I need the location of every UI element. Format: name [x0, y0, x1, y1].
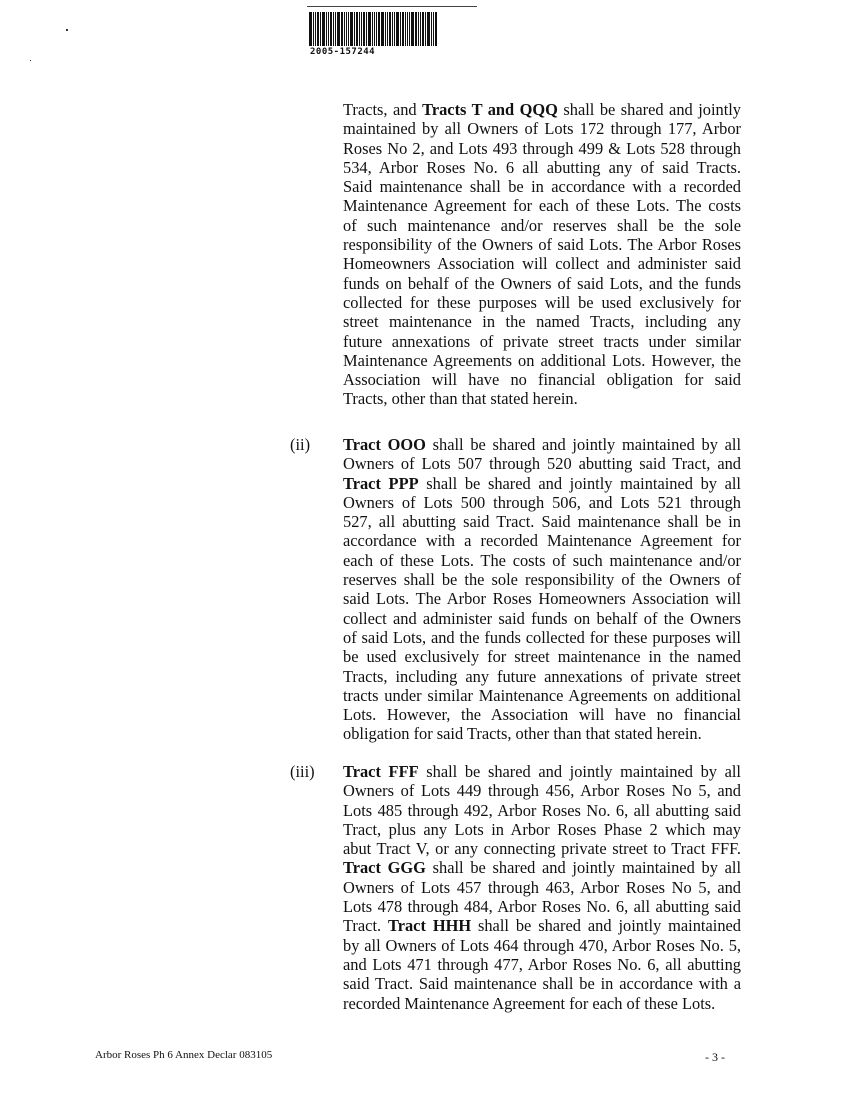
- barcode-bar: [394, 12, 395, 46]
- text-run: Tracts, and: [343, 100, 423, 119]
- barcode-bar: [381, 12, 384, 46]
- text-line: [343, 724, 741, 743]
- barcode-bar: [400, 12, 401, 46]
- barcode-bar: [344, 12, 345, 46]
- barcode-bar: [425, 12, 426, 46]
- tract-name: Tract OOO: [343, 435, 426, 454]
- item-number-iii: (iii): [290, 762, 315, 781]
- barcode-bar: [396, 12, 399, 46]
- barcode-bar: [328, 12, 329, 46]
- text-line: [343, 878, 741, 897]
- text-run: shall be shared and jointly: [557, 100, 742, 119]
- text-run: funds on behalf of the Owners of said Lots, and the funds: [343, 273, 741, 293]
- barcode-image: [309, 12, 461, 46]
- text-run: collect and administer said funds on behalf of the Owners: [343, 608, 741, 628]
- barcode-bar: [409, 12, 410, 46]
- text-line: [343, 994, 741, 1013]
- barcode-bar: [330, 12, 332, 46]
- text-line: [343, 332, 741, 351]
- barcode-bar: [435, 12, 437, 46]
- text-line: [343, 512, 741, 531]
- text-run: collected for these purposes will be used exclusively for: [343, 292, 741, 312]
- text-line: [343, 609, 741, 628]
- barcode-bar: [378, 12, 380, 46]
- barcode-bar: [346, 12, 347, 46]
- text-line: [343, 254, 741, 273]
- text-line: [343, 531, 741, 550]
- text-run: each of these Lots. The costs of such maintenance and/or: [343, 550, 741, 570]
- barcode-bar: [431, 12, 432, 46]
- text-line: [343, 570, 741, 589]
- text-run: Homeowners Association will collect and administer said: [343, 254, 741, 274]
- text-line: [343, 820, 741, 839]
- text-run: responsibility of the Owners of said Lots. The Arbor Roses: [343, 235, 741, 255]
- text-line: [343, 839, 741, 858]
- text-run: Owners of Lots 507 through 520 abutting said Tract, and: [343, 454, 741, 474]
- text-line: [343, 293, 741, 312]
- text-run: abut Tract V, or any connecting private street to Tract FFF.: [343, 839, 741, 859]
- barcode-bar: [350, 12, 353, 46]
- barcode-bar: [387, 12, 388, 46]
- text-line: [343, 858, 741, 877]
- barcode-bar: [320, 12, 321, 46]
- text-run: Roses No 2, and Lots 493 through 499 & Lots 528 through: [343, 138, 741, 158]
- text-run: 527, all abutting said Tract. Said maintenance shall be in: [343, 512, 741, 532]
- text-run: shall be shared and jointly maintained: [471, 916, 741, 936]
- barcode-bar: [335, 12, 336, 46]
- text-run: reserves shall be the sole responsibility of the Owners of: [343, 570, 741, 590]
- footer-document-name: Arbor Roses Ph 6 Annex Declar 083105: [95, 1049, 273, 1061]
- text-line: [343, 389, 741, 408]
- text-run: Tract, plus any Lots in Arbor Roses Phase 2 which may: [343, 819, 741, 839]
- item-ii-paragraph: [343, 435, 741, 744]
- text-line: [343, 474, 741, 493]
- text-line: [343, 370, 741, 389]
- text-line: [343, 454, 741, 473]
- barcode-bar: [415, 12, 417, 46]
- barcode-bar: [405, 12, 406, 46]
- barcode-bar: [433, 12, 434, 46]
- tract-name: Tracts T and QQQ: [422, 100, 558, 119]
- text-run: Owners of Lots 449 through 456, Arbor Roses No 5, and: [343, 781, 741, 801]
- text-line: [343, 274, 741, 293]
- text-line: [343, 177, 741, 196]
- barcode-rule: [307, 6, 477, 7]
- text-line: [343, 589, 741, 608]
- text-run: street maintenance in the named Tracts, including any: [343, 312, 741, 332]
- text-run: Lots 485 through 492, Arbor Roses No. 6, all abutting said: [343, 800, 741, 820]
- text-line: [343, 781, 741, 800]
- text-line: [343, 158, 741, 177]
- footer-page-number: - 3 -: [705, 1050, 725, 1064]
- text-line: [343, 647, 741, 666]
- barcode-bar: [418, 12, 419, 46]
- text-line: [343, 762, 741, 781]
- barcode-bar: [368, 12, 371, 46]
- text-run: recorded Maintenance Agreement for each of these Lots.: [343, 993, 716, 1013]
- barcode-bar: [313, 12, 314, 46]
- text-line: [343, 974, 741, 993]
- paragraph-continuation: [343, 100, 741, 409]
- barcode-bar: [359, 12, 360, 46]
- text-line: [343, 216, 741, 235]
- barcode-bar: [402, 12, 404, 46]
- barcode-bar: [322, 12, 325, 46]
- text-run: said Lots. The Arbor Roses Homeowners Association will: [343, 589, 741, 609]
- tract-name: Tract PPP: [343, 473, 419, 493]
- text-run: of said Lots, and the funds collected for these purposes will: [343, 627, 741, 647]
- text-run: obligation for said Tracts, other than that stated herein.: [343, 724, 702, 744]
- tract-name: Tract FFF: [343, 762, 419, 781]
- scan-speck: [66, 29, 68, 31]
- barcode-bar: [372, 12, 373, 46]
- text-run: future annexations of private street tracts under similar: [343, 331, 741, 351]
- text-line: [343, 196, 741, 215]
- text-run: shall be shared and jointly maintained by all: [418, 762, 741, 781]
- barcode-bar: [422, 12, 424, 46]
- text-run: tracts under similar Maintenance Agreements on additional: [343, 685, 741, 705]
- text-line: [343, 119, 741, 138]
- tract-name: Tract GGG: [343, 858, 426, 878]
- barcode-bar: [366, 12, 367, 46]
- text-line: [343, 916, 741, 935]
- barcode-bar: [385, 12, 386, 46]
- text-line: [343, 897, 741, 916]
- barcode-bar: [348, 12, 349, 46]
- text-run: Owners of Lots 500 through 506, and Lots 521 through: [343, 492, 741, 512]
- text-line: [343, 801, 741, 820]
- barcode-bar: [341, 12, 343, 46]
- text-line: [343, 667, 741, 686]
- barcode-bar: [374, 12, 375, 46]
- text-run: shall be shared and jointly maintained by all: [425, 435, 741, 454]
- text-line: [343, 235, 741, 254]
- text-run: Maintenance Agreement for each of these Lots. The costs: [343, 196, 741, 216]
- barcode-bar: [326, 12, 327, 46]
- barcode-bar: [354, 12, 355, 46]
- text-run: shall be shared and jointly maintained by all: [425, 858, 741, 878]
- text-line: [343, 139, 741, 158]
- text-line: [343, 705, 741, 724]
- barcode-bar: [309, 12, 312, 46]
- text-run: Maintenance Agreements on additional Lots. However, the: [343, 350, 741, 370]
- text-line: [343, 628, 741, 647]
- text-run: Tract.: [343, 916, 388, 936]
- text-run: Said maintenance shall be in accordance with a recorded: [343, 177, 741, 197]
- text-run: said Tract. Said maintenance shall be in accordance with a: [343, 974, 741, 994]
- barcode-bar: [363, 12, 365, 46]
- barcode-bar: [389, 12, 391, 46]
- scan-speck: [30, 60, 31, 61]
- barcode-bar: [420, 12, 421, 46]
- barcode-bar: [317, 12, 319, 46]
- barcode-bar: [427, 12, 430, 46]
- barcode-bar: [315, 12, 316, 46]
- text-run: maintained by all Owners of Lots 172 through 177, Arbor: [343, 119, 741, 139]
- text-line: [343, 100, 741, 119]
- text-run: Owners of Lots 457 through 463, Arbor Roses No 5, and: [343, 877, 741, 897]
- text-line: [343, 955, 741, 974]
- text-line: [343, 351, 741, 370]
- text-run: shall be shared and jointly maintained by all: [418, 473, 741, 493]
- text-run: Tracts, including any future annexations of private street: [343, 666, 741, 686]
- barcode-number: 2005-157244: [310, 47, 376, 57]
- barcode-bar: [333, 12, 334, 46]
- text-line: [343, 312, 741, 331]
- text-run: Lots 478 through 484, Arbor Roses No. 6, all abutting said: [343, 897, 741, 917]
- text-line: [343, 936, 741, 955]
- barcode-bar: [392, 12, 393, 46]
- text-run: 534, Arbor Roses No. 6 all abutting any of said Tracts.: [343, 157, 741, 177]
- barcode-bar: [411, 12, 414, 46]
- text-run: be used exclusively for street maintenance in the named: [343, 647, 741, 667]
- barcode-bar: [361, 12, 362, 46]
- text-run: Association will have no financial obligation for said: [343, 370, 741, 390]
- item-iii-paragraph: [343, 762, 741, 1013]
- tract-name: Tract HHH: [388, 916, 472, 936]
- text-run: and Lots 471 through 477, Arbor Roses No. 6, all abutting: [343, 954, 741, 974]
- text-run: accordance with a recorded Maintenance Agreement for: [343, 531, 741, 551]
- text-run: of such maintenance and/or reserves shall be the sole: [343, 215, 741, 235]
- barcode-bar: [356, 12, 358, 46]
- item-number-ii: (ii): [290, 435, 311, 454]
- barcode-bar: [376, 12, 377, 46]
- text-line: [343, 493, 741, 512]
- barcode-bar: [407, 12, 408, 46]
- text-run: by all Owners of Lots 464 through 470, Arbor Roses No. 5,: [343, 935, 741, 955]
- text-run: Tracts, other than that stated herein.: [343, 389, 578, 409]
- text-line: [343, 435, 741, 454]
- text-run: Lots. However, the Association will have no financial: [343, 705, 741, 725]
- barcode-bar: [337, 12, 340, 46]
- text-line: [343, 686, 741, 705]
- text-line: [343, 551, 741, 570]
